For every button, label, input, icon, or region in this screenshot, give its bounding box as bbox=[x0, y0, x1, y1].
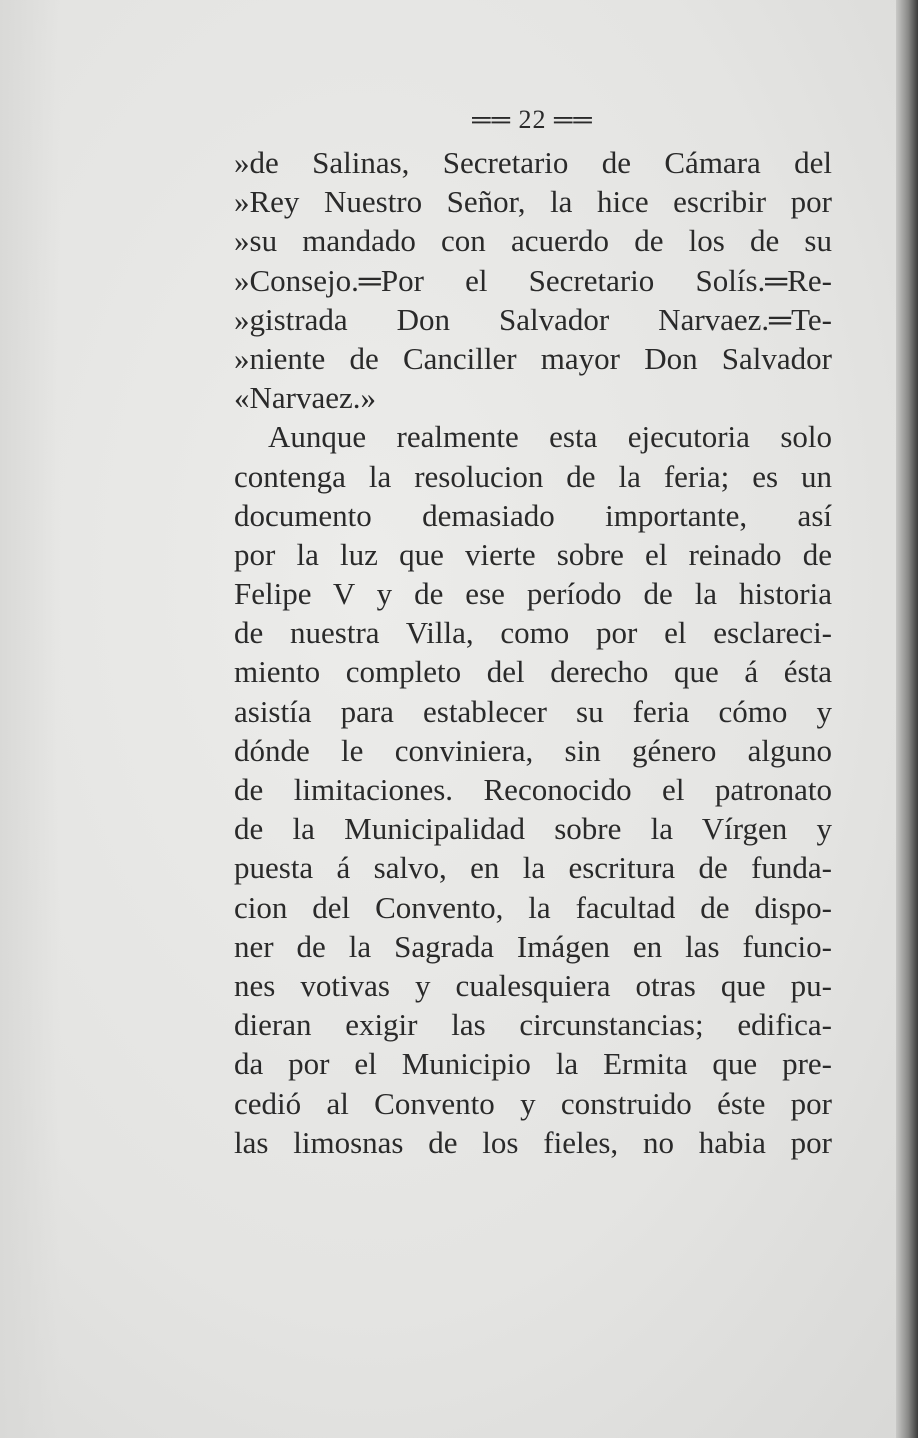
page-number: ══ 22 ══ bbox=[472, 105, 593, 134]
text-line: de la Municipalidad sobre la Vírgen y bbox=[234, 811, 832, 847]
page-gutter-shadow bbox=[0, 0, 60, 1438]
text-line: «Narvaez.» bbox=[234, 380, 376, 416]
text-line: Felipe V y de ese período de la historia bbox=[234, 576, 832, 612]
text-line: nes votivas y cualesquiera otras que pu- bbox=[234, 967, 832, 1003]
text-line: da por el Municipio la Ermita que pre- bbox=[234, 1046, 832, 1082]
text-line: »gistrada Don Salvador Narvaez.═Te- bbox=[234, 301, 832, 337]
text-line: contenga la resolucion de la feria; es un bbox=[234, 458, 832, 494]
text-line: »su mandado con acuerdo de los de su bbox=[234, 223, 832, 259]
text-line: cedió al Convento y construido éste por bbox=[234, 1085, 832, 1121]
text-line: cion del Convento, la facultad de dispo- bbox=[234, 889, 832, 925]
paragraph-first-line: Aunque realmente esta ejecutoria solo bbox=[268, 419, 832, 455]
text-line: asistía para establecer su feria cómo y bbox=[234, 693, 832, 729]
text-line: »Consejo.═Por el Secretario Solís.═Re- bbox=[234, 262, 832, 298]
text-line: miento completo del derecho que á ésta bbox=[234, 654, 832, 690]
text-line: dónde le conviniera, sin género alguno bbox=[234, 732, 832, 768]
text-line: documento demasiado importante, así bbox=[234, 497, 832, 533]
text-line: »niente de Canciller mayor Don Salvador bbox=[234, 340, 832, 376]
text-line: de limitaciones. Reconocido el patronato bbox=[234, 772, 832, 807]
text-line: ner de la Sagrada Imágen en las funcio- bbox=[234, 928, 832, 964]
text-line: las limosnas de los fieles, no habia por bbox=[234, 1124, 832, 1160]
page-right-edge bbox=[896, 0, 918, 1438]
text-line: por la luz que vierte sobre el reinado de bbox=[234, 536, 832, 572]
text-line: de nuestra Villa, como por el esclareci- bbox=[234, 615, 832, 651]
text-line: puesta á salvo, en la escritura de funda- bbox=[234, 850, 832, 886]
text-line: dieran exigir las circunstancias; edifica- bbox=[234, 1007, 832, 1043]
text-line: »Rey Nuestro Señor, la hice escribir por bbox=[234, 184, 832, 220]
body-text bbox=[234, 143, 832, 1162]
text-line: »de Salinas, Secretario de Cámara del bbox=[234, 145, 832, 180]
